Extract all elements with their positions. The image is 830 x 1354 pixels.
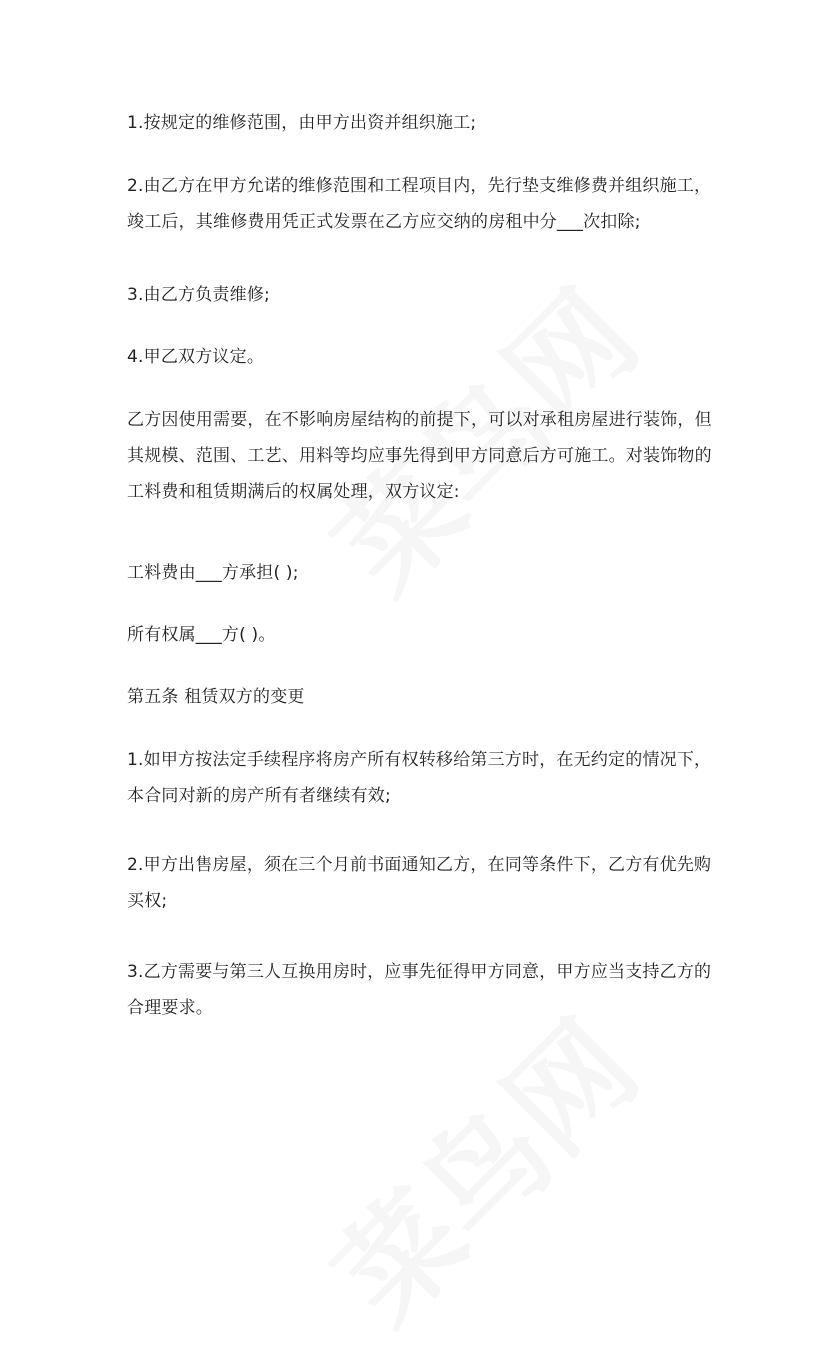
text-line: 买权;: [127, 891, 168, 911]
text-line: 所有权属___方( )。: [127, 625, 276, 645]
clause-paragraph: [127, 105, 707, 141]
text-line: 3.乙方需要与第三人互换用房时，应事先征得甲方同意，甲方应当支持乙方的: [127, 962, 712, 982]
clause-paragraph: [127, 402, 712, 510]
text-line: 第五条 租赁双方的变更: [127, 687, 305, 707]
clause-paragraph: [127, 742, 712, 814]
text-line: 1.按规定的维修范围，由甲方出资并组织施工;: [127, 113, 477, 133]
text-line: 工料费和租赁期满后的权属处理，双方议定:: [127, 482, 460, 502]
text-line: 4.甲乙双方议定。: [127, 347, 265, 367]
clause-paragraph: [127, 954, 712, 1026]
text-line: 3.由乙方负责维修;: [127, 285, 270, 305]
text-line: 其规模、范围、工艺、用料等均应事先得到甲方同意后方可施工。对装饰物的: [127, 446, 712, 466]
text-line: 1.如甲方按法定手续程序将房产所有权转移给第三方时，在无约定的情况下，: [127, 750, 712, 770]
clause-paragraph: [127, 277, 707, 313]
text-line: 2.甲方出售房屋，须在三个月前书面通知乙方，在同等条件下，乙方有优先购: [127, 855, 712, 875]
clause-paragraph: [127, 847, 712, 919]
clause-paragraph: [127, 555, 707, 591]
clause-paragraph: [127, 339, 707, 375]
text-line: 2.由乙方在甲方允诺的维修范围和工程项目内，先行垫支维修费并组织施工，: [127, 176, 712, 196]
watermark: [292, 978, 668, 1354]
text-line: 乙方因使用需要，在不影响房屋结构的前提下，可以对承租房屋进行装饰，但: [127, 410, 712, 430]
text-line: 合理要求。: [127, 998, 213, 1018]
text-line: 竣工后，其维修费用凭正式发票在乙方应交纳的房租中分___次扣除;: [127, 212, 641, 232]
section-heading: [127, 679, 707, 715]
text-line: 本合同对新的房产所有者继续有效;: [127, 786, 391, 806]
text-line: 工料费由___方承担( );: [127, 563, 299, 583]
clause-paragraph: [127, 617, 707, 653]
clause-paragraph: [127, 168, 712, 240]
